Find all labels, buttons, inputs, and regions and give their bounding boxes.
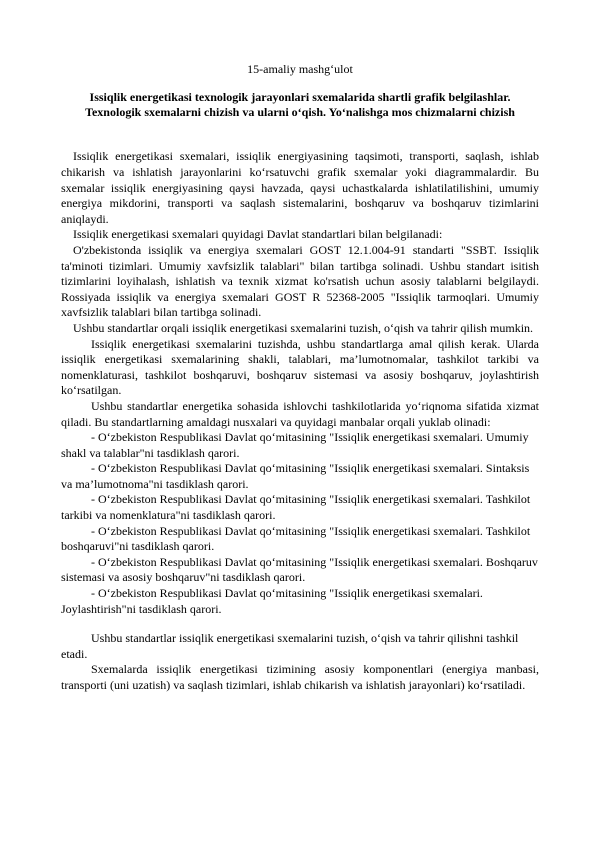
paragraph-components: Sxemalarda issiqlik energetikasi tizimining asosiy komponentlari (energiya manbasi, transporti (uni uzatish) va saqlash tizimlari, ishlab chikarish va ishlatish jarayonlari) ko‘rsatiladi. <box>61 662 539 692</box>
paragraph-requirements: Issiqlik energetikasi sxemalarini tuzishda, ushbu standartlarga amal qilish kerak. Ularda issiqlik energetikasi sxemalarining shakli, talablari, ma’lumotnomalar, tashkilot tarkibi va nomenklaturasi, tashkilot boshqaruvi, boshqaruv sistemasi va asosiy boshqaruv, joylashtirish ko‘rsatilgan. <box>61 336 539 398</box>
list-item: - O‘zbekiston Respublikasi Davlat qo‘mitasining "Issiqlik energetikasi sxemalari. Boshqaruv sistemasi va asosiy boshqaruv"ni tasdiklash qarori. <box>61 554 538 585</box>
paragraph-gost: O'zbekistonda issiqlik va energiya sxemalari GOST 12.1.004-91 standarti "SSBT. Issiqlik ta'minoti tizimlari. Umumiy xavfsizlik talablari" bilan tartibga solinadi. Ushbu standart isitish tizimlarini loyihalash, ishlatish va texnik xizmat ko'rsatish uchun asosiy talablarni belgilaydi. Rossiyada issiqlik va energiya sxemalari GOST R 52368-2005 "Issiqlik tarmoqlari. Umumiy xavfsizlik talablari bilan tartibga solinadi. <box>61 242 539 320</box>
paragraph-standards-usage: Ushbu standartlar orqali issiqlik energetikasi sxemalarini tuzish, o‘qish va tahrir qilish mumkin. <box>73 320 534 335</box>
paragraph-standards-intro: Issiqlik energetikasi sxemalari quyidagi Davlat standartlari bilan belgilanadi: <box>73 227 443 242</box>
paragraph-intro: Issiqlik energetikasi sxemalari, issiqlik energiyasining taqsimoti, transporti, saqlash, ishlab chikarish va ishlatish jarayonlarini ko‘rsatuvchi grafik sxemalar yoki diagrammalardir. Bu sxemalar issiqlik energiyasining qaysi havzada, qaysi uchastkalarda ishlatilatilishini, umumiy energiya mikdorini, transporti va saqlash sistemalarini, boshqaruv va boshqaruv tizimlarini aniqlaydi. <box>61 149 539 226</box>
list-item: - O‘zbekiston Respublikasi Davlat qo‘mitasining "Issiqlik energetikasi sxemalari. Tashkilot boshqaruvi"ni tasdiklash qarori. <box>61 523 531 554</box>
list-item: - O‘zbekiston Respublikasi Davlat qo‘mitasining "Issiqlik energetikasi sxemalari. Tashkilot tarkibi va nomenklatura"ni tasdiklash qarori. <box>61 492 531 523</box>
paragraph-sources: Ushbu standartlar energetika sohasida ishlovchi tashkilotlarida yo‘riqnoma sifatida xizmat qiladi. Bu standartlarning amaldagi nusxalari va quyidagi manbalar orqali yuklab olinadi: <box>61 398 539 429</box>
list-item: - O‘zbekiston Respublikasi Davlat qo‘mitasining "Issiqlik energetikasi sxemalari. Umumiy shakl va talablar"ni tasdiklash qarori. <box>61 430 529 460</box>
document-title: Issiqlik energetikasi texnologik jarayonlari sxemalarida shartli grafik belgilashlar. Texnologik sxemalarni chizish va ularni o‘qish. Yo‘nalishga mos chizmalarni chizish <box>85 89 515 119</box>
paragraph-spacer <box>61 617 539 631</box>
paragraph-standards-purpose: Ushbu standartlar issiqlik energetikasi sxemalarini tuzish, o‘qish va tahrir qilishni tashkil etadi. <box>61 631 519 661</box>
document-page <box>61 62 539 694</box>
lesson-number: 15-amaliy mashg‘ulot <box>247 62 353 76</box>
list-item: - O‘zbekiston Respublikasi Davlat qo‘mitasining "Issiqlik energetikasi sxemalari. Sintaksis va ma’lumotnoma"ni tasdiklash qarori. <box>61 461 530 491</box>
list-item: - O‘zbekiston Respublikasi Davlat qo‘mitasining "Issiqlik energetikasi sxemalari. Joylashtirish"ni tasdiklash qarori. <box>61 586 483 616</box>
